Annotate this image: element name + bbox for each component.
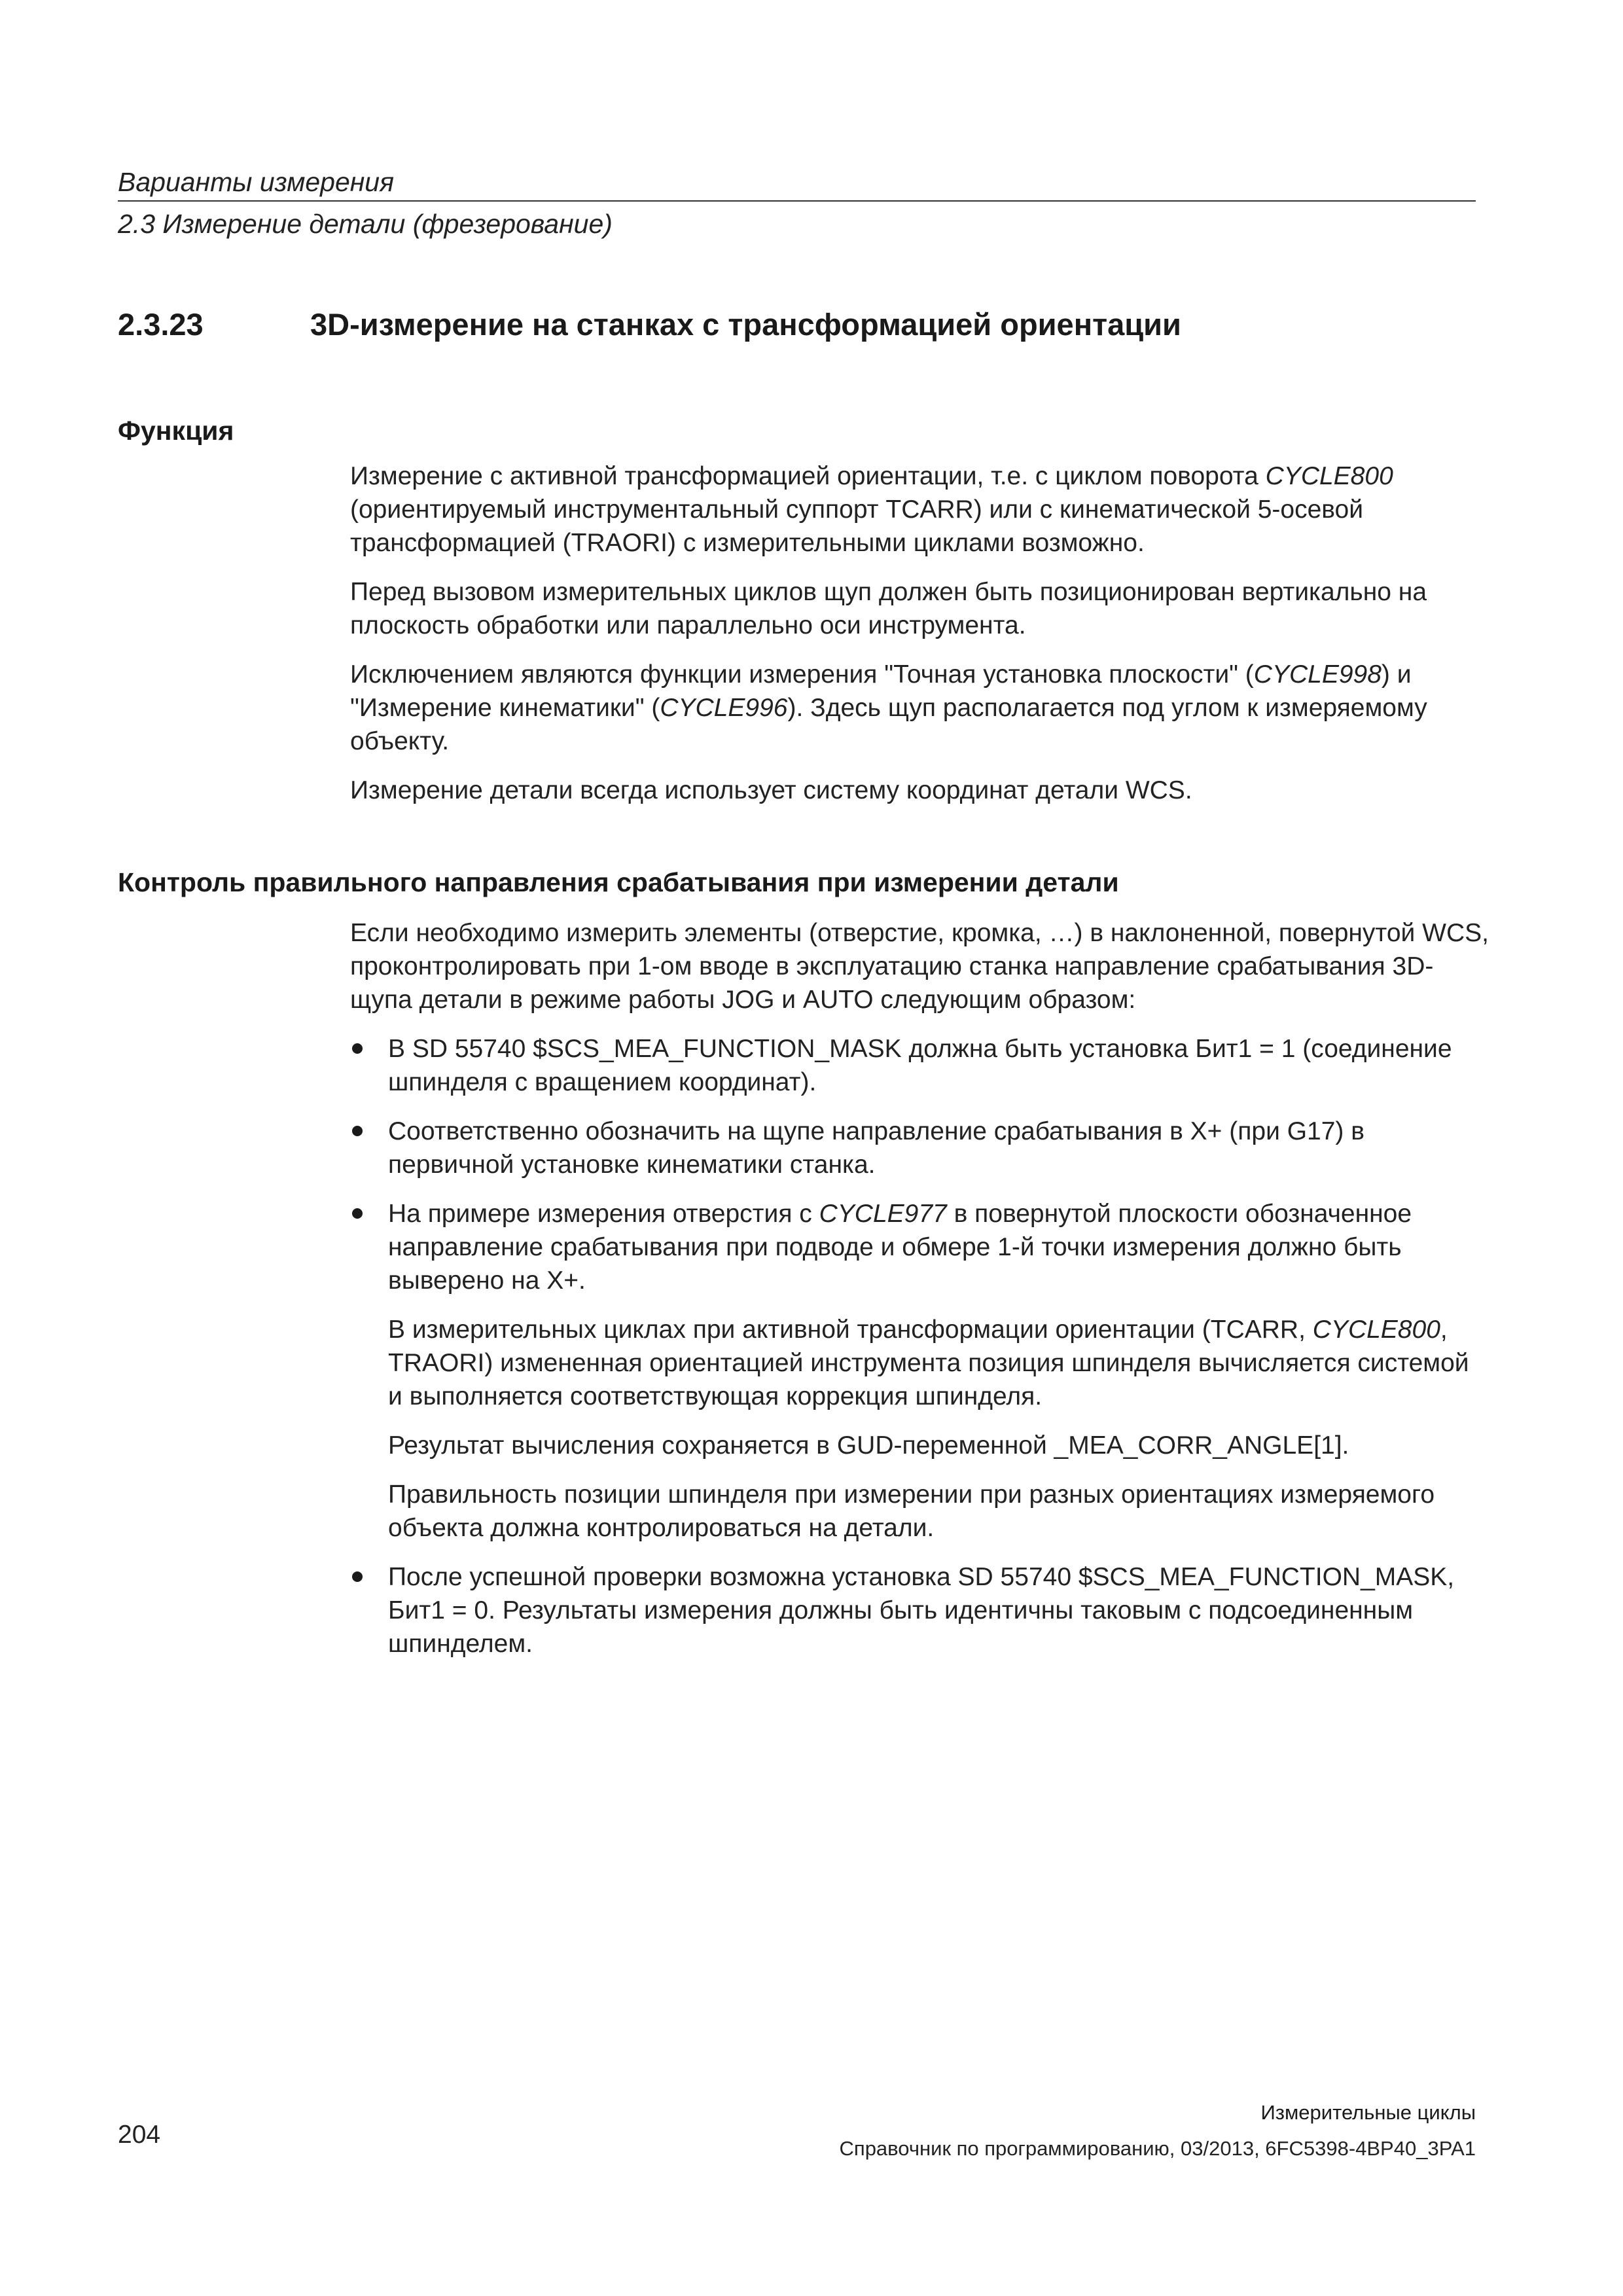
code-cycle998: CYCLE998 — [1253, 660, 1382, 689]
bullet-dot-icon — [352, 1043, 363, 1054]
code-cycle800: CYCLE800 — [1312, 1316, 1440, 1344]
header-chapter: Варианты измерения — [118, 167, 395, 197]
footer-reference: Справочник по программированию, 03/2013, 6FC5398-4BP40_3PA1 — [839, 2137, 1476, 2160]
list-item: В SD 55740 $SCS_MEA_FUNCTION_MASK должна быть установка Бит1 = 1 (соединение шпинделя с вращением координат). — [350, 1032, 1489, 1099]
code-cycle996: CYCLE996 — [660, 694, 788, 722]
function-heading: Функция — [118, 416, 234, 446]
list-item: После успешной проверки возможна установка SD 55740 $SCS_MEA_FUNCTION_MASK, Бит1 = 0. Результаты измерения должны быть идентичны таковым с подсоединенным шпинделем. — [350, 1560, 1489, 1660]
bullet-dot-icon — [352, 1571, 363, 1582]
control-intro: Если необходимо измерить элементы (отверстие, кромка, …) в наклоненной, повернутой WCS, проконтролировать при 1-ом вводе в эксплуатацию станка направление срабатывания 3D-щупа детали в режиме работы JOG и AUTO следующим образом: — [350, 919, 1489, 1014]
function-paragraph-1: Измерение с активной трансформацией ориентации, т.е. с циклом поворота CYCLE800 (ориентируемый инструментальный суппорт TCARR) или с кинематической 5-осевой трансформацией (TRAORI) с измерительными циклами возможно. — [350, 462, 1393, 557]
function-paragraph-4: Измерение детали всегда использует систему координат детали WCS. — [350, 776, 1192, 804]
header-divider — [118, 200, 1476, 202]
function-paragraph-3: Исключением являются функции измерения "Точная установка плоскости" (CYCLE998) и "Измерение кинематики" (CYCLE996). Здесь щуп располагается под углом к измеряемому объекту. — [350, 660, 1427, 755]
bullet-dot-icon — [352, 1208, 363, 1219]
footer-title: Измерительные циклы — [1260, 2101, 1476, 2124]
section-title: 3D-измерение на станках с трансформацией ориентации — [310, 307, 1181, 342]
header-section: 2.3 Измерение детали (фрезерование) — [118, 209, 613, 239]
function-body — [350, 459, 1489, 823]
code-cycle977: CYCLE977 — [819, 1200, 947, 1228]
code-cycle800: CYCLE800 — [1265, 462, 1393, 490]
list-item: Соответственно обозначить на щупе направление срабатывания в X+ (при G17) в первичной установке кинематики станка. — [350, 1115, 1489, 1181]
page-number: 204 — [118, 2121, 161, 2149]
control-bullet-list — [350, 1032, 1489, 1660]
bullet-dot-icon — [352, 1126, 363, 1136]
list-item: На примере измерения отверстия с CYCLE977 в повернутой плоскости обозначенное направление срабатывания при подводе и обмере 1-й точки измерения должно быть выверено на X+. В измерительных циклах при активной трансформации ориентации (TCARR, CYCLE800, TRAORI) измененная ориентацией инструмента позиция шпинделя вычисляется системой и выполняется соответствующая коррекция шпинделя. Результат вычисления сохраняется в GUD-переменной _MEA_CORR_ANGLE[1]. Правильность позиции шпинделя при измерении при разных ориентациях измеряемого объекта должна контролироваться на детали. — [350, 1197, 1489, 1545]
function-paragraph-2: Перед вызовом измерительных циклов щуп должен быть позиционирован вертикально на плоскость обработки или параллельно оси инструмента. — [350, 578, 1427, 639]
running-header — [118, 164, 1476, 242]
section-number: 2.3.23 — [118, 307, 204, 342]
control-heading: Контроль правильного направления срабатывания при измерении детали — [118, 867, 1119, 897]
control-body — [350, 916, 1489, 1676]
